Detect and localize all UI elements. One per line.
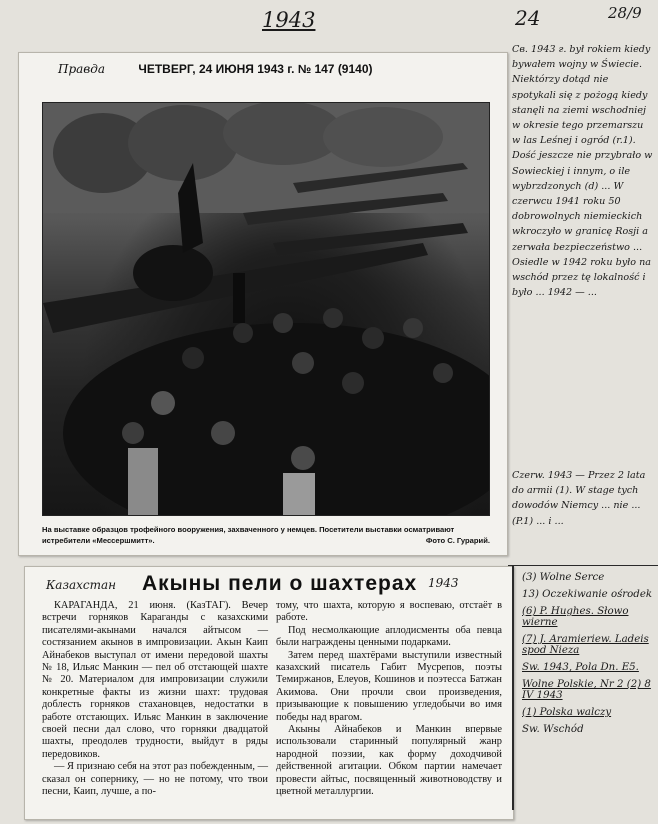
article-paragraph: Акыны Айнабеков и Манкин впервые использовали старинный популярный жанр народной поэзии, как форму доходчивой действенной агитации. Обком партии намечает провести айтыс, посвященный животноводству и цветной металлургии.	[276, 724, 502, 798]
source-item: (6) P. Hughes. Słowo wierne	[522, 606, 629, 628]
article-paragraph: КАРАГАНДА, 21 июня. (КазТАГ). Вечер встречи горняков Караганды с казахскими писателями-акынами начался айтысом — состязанием акынов в импровизации. Акын Каип Айнабеков выступал от имени передовой шахты № 18, Ильяс Манкин — пел об отстающей шахте № 20. Материалом для импровизации служили конкретные факты из жизни шахт: трудовая доблесть горняков стахановцев, недостатки в работе отстающих. Ильяс Манкин в заключение своей песни дал слово, что горняки двадцатой шахты, преодолев трудности, выйдут в ряды передовиков.	[42, 600, 268, 760]
margin-divider-vertical	[512, 566, 514, 810]
article-paragraph: тому, что шахта, которую я воспеваю, отстаёт в работе.	[276, 600, 502, 624]
article-paragraph: — Я признаю себя на этот раз побежденным, — сказал он сопернику, — но не потому, что твои песни, Каип, лучше, а по-	[42, 761, 268, 798]
source-list	[522, 572, 656, 741]
article-paragraph: Затем перед шахтёрами выступили известный казахский писатель Габит Мусрепов, поэты Темиржанов, Елеуов, Кошинов и поэтесса Батжан Акимова. Они прочли свои произведения, призывающие к повышению угледобычи во имя победы над врагом.	[276, 649, 502, 723]
source-item: (3) Wolne Serce	[522, 572, 605, 583]
photo-credit: Фото С. Гурарий.	[425, 536, 490, 545]
photo-caption	[42, 524, 490, 546]
source-item: Wolne Polskie, Nr 2 (2) 8 IV 1943	[522, 679, 651, 701]
article-title: Акыны пели о шахтерах	[142, 572, 418, 595]
masthead-hand-label: Правда	[58, 62, 106, 76]
masthead	[58, 62, 498, 84]
news-photo	[42, 102, 490, 516]
article-column-2	[276, 600, 502, 799]
masthead-line: ЧЕТВЕРГ, 24 ИЮНЯ 1943 г. № 147 (9140)	[138, 62, 373, 76]
sheet-date: 28/9	[608, 4, 642, 22]
sheet-year: 1943	[262, 8, 316, 32]
article-hand-date: 1943	[428, 576, 459, 590]
margin-divider-horizontal	[508, 565, 658, 566]
margin-note-middle: Czerw. 1943 — Przez 2 lata do armii (1). W stage tych dowodów Niemcy ... nie ... (P.1) ... i ...	[512, 470, 646, 527]
article-hand-label: Казахстан	[46, 578, 117, 592]
source-item: Sw. Wschód	[522, 724, 584, 735]
sheet-number: 24	[515, 6, 541, 30]
source-item: 13) Oczekiwanie ośrodek	[522, 589, 653, 600]
article-column-1	[42, 600, 268, 799]
article-paragraph: Под несмолкающие аплодисменты оба певца были награждены ценными подарками.	[276, 624, 502, 649]
margin-note-upper: Св. 1943 г. był rokiem kiedy bywałem wojny w Świecie. Niektórzy dotąd nie spotykali się z pożogą kiedy stanęli na ziemi wschodniej w okresie tego przemarszu w las Leśnej i ogród (r.1). Dość jeszcze nie przybrało w Sowieckiej i innym, o ile wybrzdzonych (d) ... W czerwcu 1941 roku 50 dobrowolnych niemieckich wkroczyło w granicę Rosji a zerwała bezpieczeństwo ... Osiedle w 1942 roku było na wschód przez tę lokalność i było ... 1942 — ...	[512, 44, 653, 299]
caption-text: На выставке образцов трофейного вооружения, захваченного у немцев. Посетители выставки осматривают истребители «Мессершмитт».	[42, 525, 455, 545]
source-item: (7) J. Aramieriew. Ladeis spod Nieza	[522, 634, 649, 656]
photo-illustration	[43, 103, 489, 515]
source-item: Sw. 1943, Pola Dn. E5.	[522, 662, 639, 673]
source-item: (1) Polska walczy	[522, 707, 612, 718]
